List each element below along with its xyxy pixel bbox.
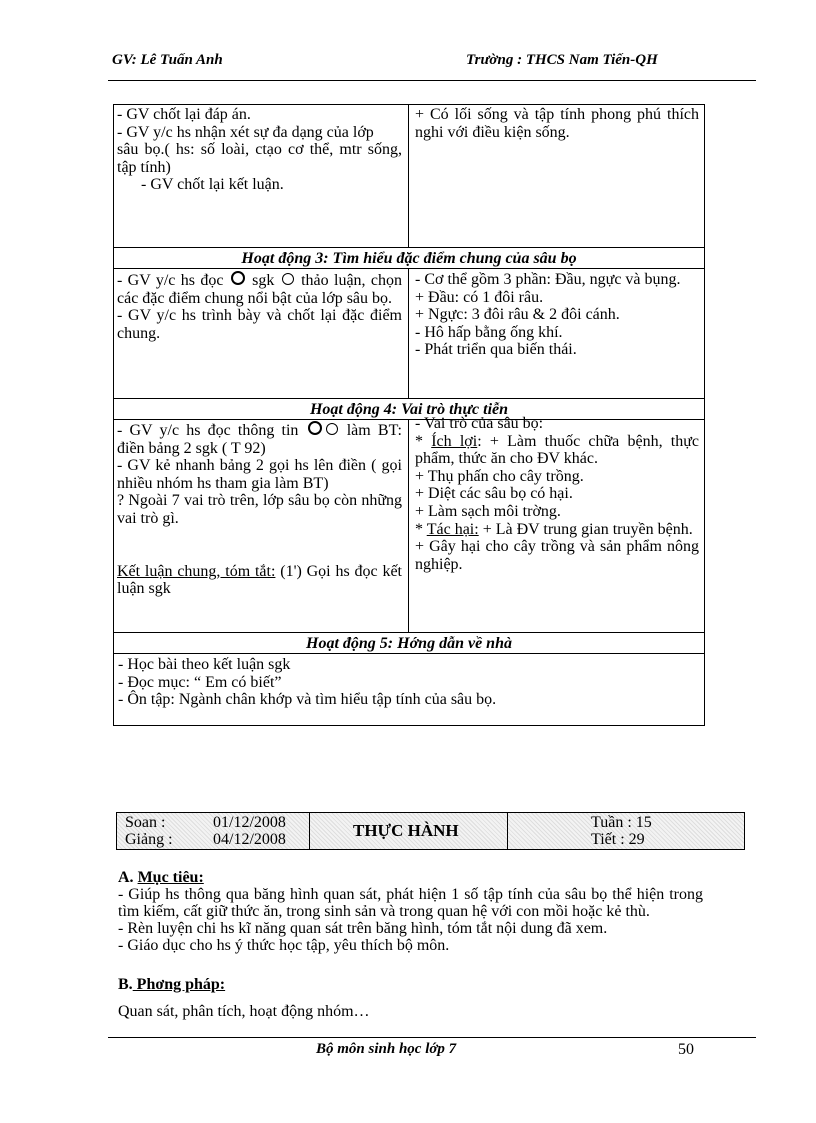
activity-3-title: Hoạt động 3: Tìm hiểu đặc điểm chung của sâu bọ <box>241 250 577 267</box>
text-line: - GV y/c hs trình bày và chốt lại đặc điểm chung. <box>117 307 402 342</box>
table-row <box>114 105 704 247</box>
teacher-activity-cell <box>117 106 402 194</box>
student-activity-cell <box>415 106 699 141</box>
text-span: - GV y/c hs đọc <box>117 272 224 289</box>
methods-text: Quan sát, phân tích, hoạt động nhóm… <box>118 1003 370 1020</box>
text-line: + Thụ phấn cho cây trồng. <box>415 467 584 485</box>
circle-icon <box>326 423 338 435</box>
row-divider <box>114 632 704 633</box>
text-line: sâu bọ.( hs: số loài, ctạo cơ thể, mtr sống, tập tính) <box>117 141 402 176</box>
info-divider <box>507 813 508 849</box>
period-number: Tiết : 29 <box>591 831 645 848</box>
heading-prefix: A. <box>118 869 138 886</box>
section-methods <box>118 976 703 993</box>
text-line: - GV kẻ nhanh bảng 2 gọi hs lên điền ( gọi nhiều nhóm hs tham gia làm BT) <box>117 457 402 492</box>
text-line: - Giúp hs thông qua băng hình quan sát, phát hiện 1 số tập tính của sâu bọ thể hiện trong tìm kiếm, cất giữ thức ăn, trong sinh sản và trong quan hệ với con mồi hoặc kẻ thù. <box>118 886 703 920</box>
text-line: + Đầu: có 1 đôi râu. <box>415 288 544 306</box>
text-span: : + Làm thuốc chữa bệnh, thực phẩm, thức ăn cho ĐV khác. <box>415 432 700 468</box>
soan-label: Soan : <box>125 814 166 831</box>
activity-4-title: Hoạt động 4: Vai trò thực tiễn <box>309 401 509 418</box>
text-span: + Là ĐV trung gian truyền bệnh. <box>478 520 693 538</box>
text-line: ? Ngoài 7 vai trò trên, lớp sâu bọ còn những vai trò gì. <box>117 492 402 527</box>
text-line: - Đọc mục: “ Em có biết” <box>118 673 282 691</box>
row-divider <box>114 653 704 654</box>
giang-label: Giảng : <box>125 831 173 848</box>
text-span: - GV y/c hs đọc thông tin <box>117 422 299 439</box>
activity-3-teacher-cell <box>117 271 402 342</box>
text-line: - GV chốt lại đáp án. <box>117 106 251 123</box>
activity-3-student-cell <box>415 271 699 359</box>
text-line: + Có lối sống và tập tính phong phú thích nghi với điều kiện sống. <box>415 106 699 141</box>
page-header <box>112 52 702 76</box>
spacer <box>117 528 402 563</box>
text-line: + Diệt các sâu bọ có hại. <box>415 485 573 503</box>
text-line: - Vai trò của sâu bọ: <box>415 415 544 432</box>
text-line: * Ích lợi: + Làm thuốc chữa bệnh, thực phẩm, thức ăn cho ĐV khác. <box>415 432 700 468</box>
column-divider <box>408 419 409 632</box>
bullet-circle-icon <box>231 271 245 285</box>
text-line <box>117 421 402 457</box>
activity-4-teacher-cell <box>117 421 402 598</box>
circle-icon <box>282 273 294 285</box>
header-rule <box>108 80 756 81</box>
benefit-label: Ích lợi <box>431 432 478 450</box>
footer-rule <box>108 1037 756 1038</box>
harm-label: Tác hại: <box>426 520 479 538</box>
heading-text: Mục tiêu: <box>137 869 204 886</box>
column-divider <box>408 268 409 398</box>
text-line: - Cơ thể gồm 3 phần: Đầu, ngực và bụng. <box>415 271 681 288</box>
section-heading <box>118 976 703 993</box>
row-divider <box>114 247 704 248</box>
footer-subject: Bộ môn sinh học lớp 7 <box>316 1041 457 1057</box>
heading-prefix: B. <box>118 976 133 993</box>
text-span: sgk <box>252 272 275 289</box>
teacher-name: GV: Lê Tuấn Anh <box>112 52 223 68</box>
conclusion-label: Kết luận chung, tóm tắt: <box>117 562 276 580</box>
text-span: thảo luận, chọn các đặc điểm chung nổi bật của lớp sâu bọ. <box>117 272 403 307</box>
text-line: - Ôn tập: Ngành chân khớp và tìm hiểu tập tính của sâu bọ. <box>118 691 497 709</box>
text-span: (1') Gọi hs đọc kết luận sgk <box>117 562 403 598</box>
text-line <box>117 271 402 307</box>
lesson-table <box>113 104 705 726</box>
activity-5-title: Hoạt động 5: Hớng dẫn về nhà <box>306 635 512 652</box>
section-heading <box>118 869 703 886</box>
text-line: - GV chốt lại kết luận. <box>141 176 284 194</box>
bullet-circle-icon <box>308 421 322 435</box>
row-divider <box>114 398 704 399</box>
text-line: - Học bài theo kết luận sgk <box>118 656 291 673</box>
text-line: - Phát triển qua biến thái. <box>415 341 577 359</box>
school-name: Trường : THCS Nam Tiến-QH <box>466 52 658 68</box>
giang-date: 04/12/2008 <box>213 831 286 848</box>
text-line: * Tác hại: + Là ĐV trung gian truyền bệnh. <box>415 520 693 538</box>
heading-text: Phơng pháp: <box>132 976 226 993</box>
activity-5-cell <box>118 656 698 709</box>
info-divider <box>309 813 310 849</box>
soan-date: 01/12/2008 <box>213 814 286 831</box>
text-line: - Rèn luyện chi hs kĩ năng quan sát trên băng hình, tóm tắt nội dung đã xem. <box>118 920 608 937</box>
lesson-info-box <box>116 812 745 850</box>
text-line: + Làm sạch môi trờng. <box>415 502 561 520</box>
text-line <box>117 563 402 598</box>
text-line: + Ngực: 3 đôi râu & 2 đôi cánh. <box>415 306 620 324</box>
row-divider <box>114 268 704 269</box>
text-line: + Gây hại cho cây trồng và sản phẩm nông nghiệp. <box>415 538 699 573</box>
page-number: 50 <box>678 1041 694 1058</box>
column-divider <box>408 105 409 247</box>
text-line: - Hô hấp bằng ống khí. <box>415 323 563 341</box>
week-number: Tuần : 15 <box>591 814 652 831</box>
text-line: - GV y/c hs nhận xét sự đa dạng của lớp <box>117 123 374 141</box>
text-span: làm BT: điền bảng 2 sgk ( T 92) <box>117 422 402 457</box>
section-objectives <box>118 869 703 954</box>
text-line: - Giáo dục cho hs ý thức học tập, yêu thích bộ môn. <box>118 937 450 954</box>
activity-4-student-cell <box>415 415 699 573</box>
lesson-title: THỰC HÀNH <box>353 821 459 840</box>
